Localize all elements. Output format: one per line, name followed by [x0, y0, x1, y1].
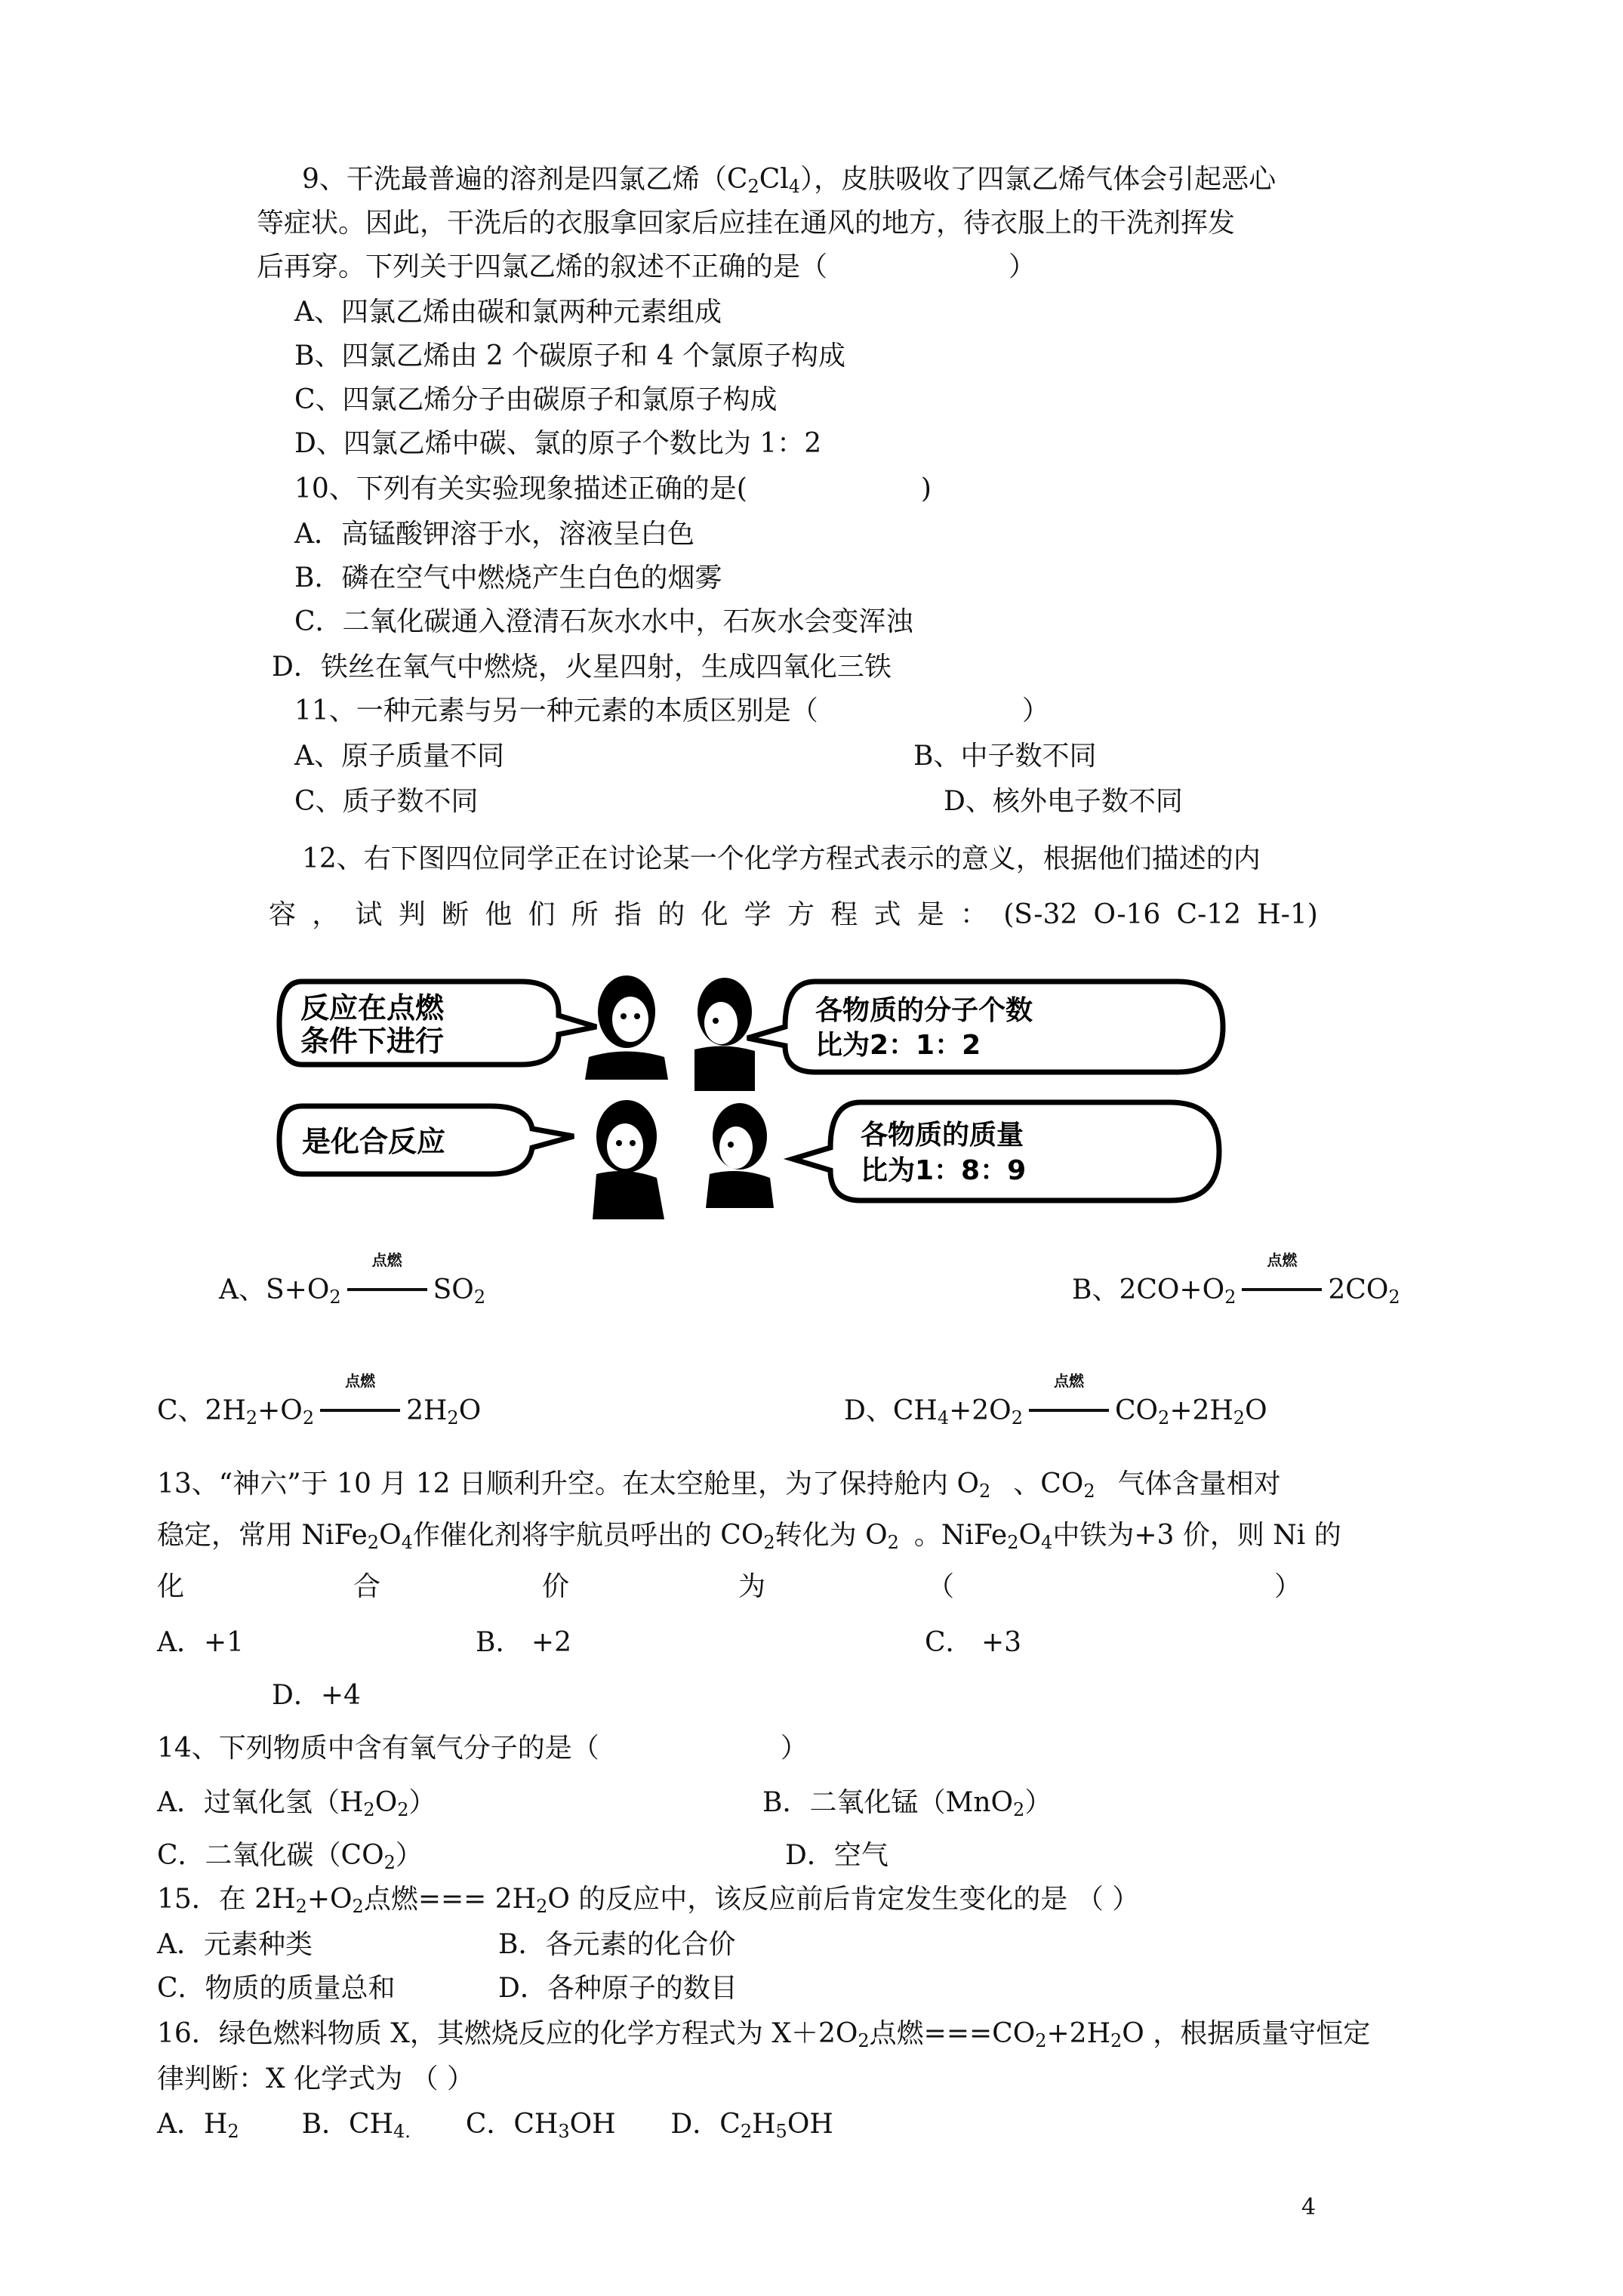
speech-bubble-tr: [747, 982, 1223, 1072]
q14-option-c: C．二氧化碳$(CO_2)$: [157, 1840, 423, 1873]
q12-line2-token: 试: [355, 899, 383, 930]
q14-stem: 14、下列物质中含有氧气分子的是（ ）: [157, 1733, 808, 1764]
q10-option-d: D．铁丝在氧气中燃烧，火星四射，生成四氧化三铁: [272, 652, 892, 683]
q12-line2-token: 式: [873, 899, 901, 930]
q15-option-a: A．元素种类: [157, 1929, 313, 1960]
speech-bubble-bl: [279, 1106, 574, 1174]
q15-option-b: B．各元素的化合价: [498, 1929, 736, 1960]
q10-stem: 10、下列有关实验现象描述正确的是( ): [294, 473, 932, 504]
q12-line2-token: 化: [701, 899, 728, 930]
q12-option-a: A、$S+O_2$ 点燃 $SO_2$: [219, 1251, 486, 1308]
speech-bubble-br: [793, 1102, 1219, 1200]
q15-option-d: D．各种原子的数目: [498, 1973, 738, 2004]
q12-line2-token: 学: [744, 899, 771, 930]
student-figure-1: [585, 975, 668, 1080]
q14-option-b: B．二氧化锰（MnO$_2$）: [762, 1787, 1052, 1820]
q12-line2-token: 所: [571, 899, 599, 930]
student-figure-2: [694, 978, 755, 1091]
q12-line2-token: (S-32: [1003, 899, 1078, 930]
q13-line3-token: 价: [542, 1571, 570, 1602]
q12-line2-token: 容: [269, 899, 297, 930]
reaction-arrow: 点燃: [1240, 1268, 1323, 1302]
bubble-tl-line2: 条件下进行: [300, 1025, 445, 1058]
q11-stem: 11、一种元素与另一种元素的本质区别是（ ）: [294, 695, 1049, 726]
q9-option-b: B、四氯乙烯由 2 个碳原子和 4 个氯原子构成: [294, 341, 846, 371]
q12-option-b: B、$2CO+O_2$ 点燃 $2CO_2$: [1072, 1251, 1400, 1308]
q12-line2-token: H-1): [1257, 899, 1318, 930]
q11-option-b: B、中子数不同: [913, 741, 1097, 772]
q16-option-a: A．$H_2$: [157, 2109, 239, 2142]
q13-stem-line1: 13、“神六”于 10 月 12 日顺利升空。在太空舱里，为了保持舱内 $O_2$ 、$CO_2$ 气体含量相对: [157, 1469, 1281, 1502]
q9-stem-line3: 后再穿。下列关于四氯乙烯的叙述不正确的是（ ）: [257, 251, 1036, 282]
q12-line2-token: 的: [658, 899, 685, 930]
bubble-tr-line1: 各物质的分子个数: [815, 995, 1033, 1026]
q16-stem-line1: 16．绿色燃料物质 X，其燃烧反应的化学方程式为 $X+2O_2$点燃$===CO_2+2H_2O$ ，根据质量守恒定: [157, 2018, 1371, 2051]
q16-options: [157, 2108, 833, 2141]
q13-line3-token: ）: [1274, 1571, 1302, 1602]
q16-option-b: B．$CH_{4.}$: [301, 2109, 411, 2142]
page-number: 4: [1301, 2194, 1317, 2220]
q9-option-c: C、四氯乙烯分子由碳原子和氯原子构成: [294, 384, 778, 415]
speech-bubble-tl: [279, 982, 596, 1065]
q13-line3-token: （: [927, 1571, 955, 1602]
bubble-bl-line1: 是化合反应: [302, 1125, 446, 1158]
q12-option-d: D、$CH_4+2O_2$ 点燃 $CO_2+2H_2O$: [844, 1372, 1267, 1428]
bubble-tr-line2: 比为2：1：2: [815, 1030, 981, 1061]
q13-option-b: B． +2: [476, 1627, 571, 1658]
q16-option-d: D．$C_2H_5OH$: [670, 2109, 833, 2142]
q15-option-c: C．物质的质量总和: [157, 1973, 396, 2004]
q16-stem-line2: 律判断：X 化学式为 （ ）: [157, 2063, 474, 2094]
q13-line3-token: 为: [738, 1571, 766, 1602]
q13-option-c: C． +3: [925, 1627, 1022, 1658]
reaction-arrow: 点燃: [1027, 1389, 1110, 1422]
bubble-br-line2: 比为1：8：9: [861, 1155, 1027, 1186]
q12-line2-token: O-16: [1093, 899, 1161, 930]
q12-line2-token: ：: [960, 899, 988, 930]
q12-line2-token: 方: [787, 899, 815, 930]
q14-option-d: D．空气: [785, 1840, 888, 1871]
q9-option-a: A、四氯乙烯由碳和氯两种元素组成: [294, 297, 722, 328]
reaction-arrow: 点燃: [346, 1268, 429, 1302]
q12-line2-token: 指: [614, 899, 642, 930]
q12-line2-token: 程: [830, 899, 858, 930]
q9-option-d: D、四氯乙烯中碳、氯的原子个数比为 1：2: [294, 428, 822, 459]
q9-stem-line2: 等症状。因此，干洗后的衣服拿回家后应挂在通风的地方，待衣服上的干洗剂挥发: [257, 208, 1236, 239]
bubble-br-line1: 各物质的质量: [861, 1120, 1024, 1151]
q11-option-c: C、质子数不同: [294, 786, 479, 817]
q12-line2-token: 们: [528, 899, 556, 930]
q12-line2-token: 断: [442, 899, 470, 930]
bubble-tl-line1: 反应在点燃: [300, 991, 445, 1025]
q11-option-a: A、原子质量不同: [294, 741, 504, 772]
q12-line2-token: 是: [916, 899, 944, 930]
q14-option-a: A．过氧化氢$(H_2O_2)$: [157, 1787, 436, 1820]
q13-stem-line2: 稳定，常用 $NiFe_2O_4$作催化剂将宇航员呼出的 $CO_2$转化为 $O_2$ 。$NiFe_2O_4$中铁为+3 价，则 Ni 的: [157, 1520, 1341, 1553]
q12-line2-token: 判: [398, 899, 426, 930]
q15-stem: 15．在 $2H_2+O_2$点燃=== $2H_2O$ 的反应中，该反应前后肯定发生变化的是 （ ）: [157, 1884, 1140, 1917]
q10-option-c: C．二氧化碳通入澄清石灰水水中，石灰水会变浑浊: [294, 606, 913, 637]
q12-line2-token: ，: [312, 899, 340, 930]
q10-option-a: A．高锰酸钾溶于水，溶液呈白色: [294, 519, 694, 550]
q13-line3-token: 化: [157, 1571, 185, 1602]
q9-stem-line1: 9、干洗最普遍的溶剂是四氯乙烯$(C_2Cl_4)$，皮肤吸收了四氯乙烯气体会引起恶心: [302, 164, 1277, 197]
student-figure-4: [706, 1103, 774, 1208]
q12-stem-line1: 12、右下图四位同学正在讨论某一个化学方程式表示的意义，根据他们描述的内: [302, 843, 1261, 874]
q10-option-b: B．磷在空气中燃烧产生白色的烟雾: [294, 562, 722, 593]
q12-line2-token: C-12: [1176, 899, 1242, 930]
student-figure-3: [593, 1100, 664, 1219]
q12-stem-line2: [269, 898, 1318, 932]
q16-option-c: C．$CH_3OH$: [465, 2109, 616, 2142]
q13-line3-token: 合: [353, 1571, 381, 1602]
q13-option-a: A．+1: [157, 1627, 245, 1658]
reaction-arrow: 点燃: [319, 1389, 402, 1422]
q13-stem-line3: [157, 1570, 1304, 1604]
q11-option-d: D、核外电子数不同: [944, 786, 1183, 817]
q12-line2-token: 他: [485, 899, 513, 930]
q12-option-c: C、$2H_2+O_2$ 点燃 $2H_2O$: [157, 1372, 482, 1428]
discussion-illustration: [272, 959, 1238, 1231]
q13-option-d: D．+4: [272, 1680, 361, 1711]
